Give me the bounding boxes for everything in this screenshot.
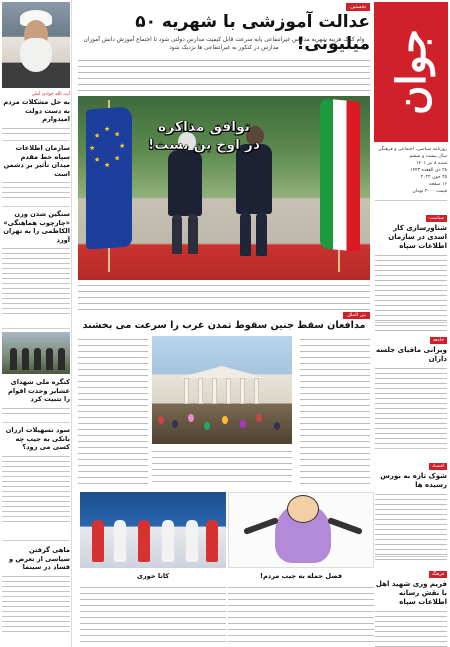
article-body-lines: [78, 336, 148, 484]
photo-detail: [287, 495, 319, 523]
photo-detail: [327, 517, 363, 535]
section-kicker: بین الملل: [343, 312, 370, 319]
photo-detail: [243, 517, 279, 535]
star-icon: ★: [89, 143, 96, 153]
article-title: شناورسازی کار اسدی در سازمان اطلاعات سپاه: [388, 224, 447, 250]
photo-detail: [240, 420, 246, 428]
story-kicker: آیت الله جوادی آملی: [31, 92, 70, 97]
article-title: شوک تازه به بورس رسیده ها: [380, 472, 447, 489]
article-body-lines: [375, 492, 447, 564]
divider: [375, 556, 447, 557]
cartoon-title[interactable]: فصل حمله به جیب مردم!: [259, 572, 343, 580]
sports-title[interactable]: کاتا خوری: [136, 572, 170, 580]
photo-detail: [114, 520, 126, 562]
mast-article-culture[interactable]: [375, 560, 447, 647]
photo-detail: [188, 414, 194, 422]
photo-detail: [158, 416, 164, 424]
divider: [2, 328, 70, 329]
photo-detail: [184, 378, 189, 404]
photo-detail: [256, 414, 262, 422]
story-body-lines: [2, 454, 70, 524]
iran-flag: [320, 98, 360, 251]
story-body-lines: [2, 406, 70, 414]
logo-text: جوان: [387, 29, 435, 115]
article-kicker: جامعه: [430, 337, 447, 344]
article-body-lines: [300, 336, 370, 484]
photo-detail: [212, 378, 217, 404]
story-body-lines: [2, 246, 70, 318]
left-sidebar: [0, 0, 72, 647]
article-body-lines: [80, 584, 226, 642]
photo-detail: [186, 520, 198, 562]
story-body-lines: [2, 574, 70, 634]
star-icon: ★: [114, 130, 121, 139]
tribal-congress-photo[interactable]: [2, 332, 70, 374]
photo-detail: [240, 378, 245, 404]
editorial-cartoon[interactable]: [228, 492, 374, 568]
story-title: سازمان اطلاعات سپاه خط مقدم میدان تأثیر بر دشمن است: [3, 144, 70, 178]
masthead: [372, 0, 450, 647]
photo-detail: [226, 378, 231, 404]
photo-detail: [92, 520, 104, 562]
divider: [375, 322, 447, 323]
photo-detail: [172, 214, 182, 254]
issue-info-line: قیمت ۳۰۰۰ تومان: [412, 189, 447, 194]
sidebar-story-3[interactable]: [2, 210, 70, 318]
issue-info-line: ۱۶ صفحه: [428, 182, 447, 187]
star-icon: ★: [94, 131, 101, 141]
photo-detail: [20, 38, 52, 72]
issue-info-line: شنبه ۸ تیر ۱۴۰۱: [415, 161, 447, 166]
star-icon: ★: [104, 160, 111, 170]
sidebar-story-6[interactable]: [2, 546, 70, 634]
photo-detail: [206, 520, 218, 562]
issue-info-line: ۲۸ ذی القعده ۱۴۴۳: [410, 168, 447, 173]
photo-caption-lines: [152, 448, 292, 484]
story-title: سود تسهیلات ارزان بانکی به جیب چه کسی می رود؟: [5, 426, 70, 452]
sidebar-story-2[interactable]: [2, 144, 70, 202]
divider: [375, 200, 447, 201]
story-title: به حل مشکلات مردم به دست دولت امیدوارم: [3, 98, 70, 124]
star-icon: ★: [119, 141, 126, 151]
photo-detail: [274, 422, 280, 430]
photo-detail: [204, 422, 210, 430]
photo-detail: [10, 348, 17, 370]
photo-detail: [22, 348, 29, 370]
volleyball-photo[interactable]: [80, 492, 226, 568]
mast-article-economy[interactable]: [375, 452, 447, 564]
sidebar-story-4[interactable]: [2, 378, 70, 414]
section-headline[interactable]: مدافعان سقط جنین سقوط تمدن غرب را سرعت می بخشند: [82, 320, 366, 331]
diplomat-figure: [236, 144, 272, 214]
story-body-lines: [2, 180, 70, 202]
story-title: کنگره ملی شهدای عشایر وحدت اقوام را تثبیت کرد: [8, 378, 70, 404]
story-body-lines: [2, 126, 70, 138]
article-kicker: اقتصاد: [429, 463, 447, 470]
photo-detail: [162, 520, 174, 562]
photo-detail: [188, 214, 198, 254]
photo-detail: [198, 378, 203, 404]
photo-detail: [58, 348, 65, 370]
issue-info: [375, 146, 447, 195]
main-column: [74, 0, 374, 647]
lead-kicker: نخستین: [346, 3, 370, 11]
issue-info-line: ۲۵ جون ۲۰۲۲: [420, 175, 447, 180]
divider: [2, 540, 70, 541]
divider: [375, 448, 447, 449]
article-kicker: سیاست: [426, 215, 447, 222]
overlay-line: توافق مذاکره: [157, 119, 251, 135]
divider: [2, 206, 70, 207]
mast-article-society[interactable]: [375, 326, 447, 452]
divider: [2, 422, 70, 423]
article-body-lines: [375, 366, 447, 452]
court-protest-photo[interactable]: [152, 336, 292, 444]
overlay-line: در اوج بن بست!: [147, 137, 261, 153]
photo-detail: [138, 520, 150, 562]
story-title: ماهی گرفتن سیاسی از تعرض و فساد در سینما: [8, 546, 70, 572]
star-icon: ★: [94, 155, 101, 165]
article-kicker: فرهنگ: [429, 571, 447, 578]
photo-detail: [254, 378, 259, 404]
photo-detail: [172, 420, 178, 428]
diplomat-figure: [168, 150, 202, 216]
photo-detail: [222, 416, 228, 424]
photo-detail: [240, 212, 251, 256]
cleric-photo[interactable]: [2, 2, 70, 88]
star-icon: ★: [114, 154, 121, 163]
mast-article-politics[interactable]: [375, 204, 447, 333]
article-title: ویرانی مافیای جلسه داران: [375, 346, 447, 363]
article-body-lines: [228, 584, 374, 642]
photo-detail: [34, 348, 41, 370]
sidebar-story-1[interactable]: [2, 92, 70, 138]
eu-flag: [86, 106, 132, 249]
hero-overlay-text: [144, 118, 264, 154]
article-body-lines: [375, 253, 447, 333]
lead-subhead: وام کمک هزینه شهریه مدارس غیرانتفاعی پایه سرعت قابل کیفیت مدارس دولتی شود تا اجتماع آموزش دانش آموزان مدارس در کنکور به غیرانتفاعی ها نزدیک شود: [83, 37, 365, 51]
sidebar-story-5[interactable]: [2, 426, 70, 524]
divider: [2, 140, 70, 141]
photo-detail: [178, 366, 266, 378]
star-icon: ★: [104, 124, 111, 134]
article-title: فریم وری شهید اهل با نقش رسانه اطلاعات سپاه: [375, 580, 447, 606]
lead-headline[interactable]: عدالت آموزشی با شهریه ۵۰ میلیونی!: [135, 12, 370, 54]
article-body-lines: [375, 609, 447, 647]
issue-info-line: روزنامه سیاسی، اجتماعی و فرهنگی: [377, 147, 447, 152]
hero-caption-lines: [78, 282, 370, 310]
newspaper-logo[interactable]: [374, 2, 448, 142]
story-title: سنگین شدن وزن «چارچوب هماهنگی» الکاظمی را به تهران آورد: [3, 210, 70, 244]
photo-detail: [256, 212, 267, 256]
lead-body-lines: [78, 57, 370, 91]
photo-detail: [46, 348, 53, 370]
issue-info-line: سال بیست و ششم: [409, 154, 447, 159]
